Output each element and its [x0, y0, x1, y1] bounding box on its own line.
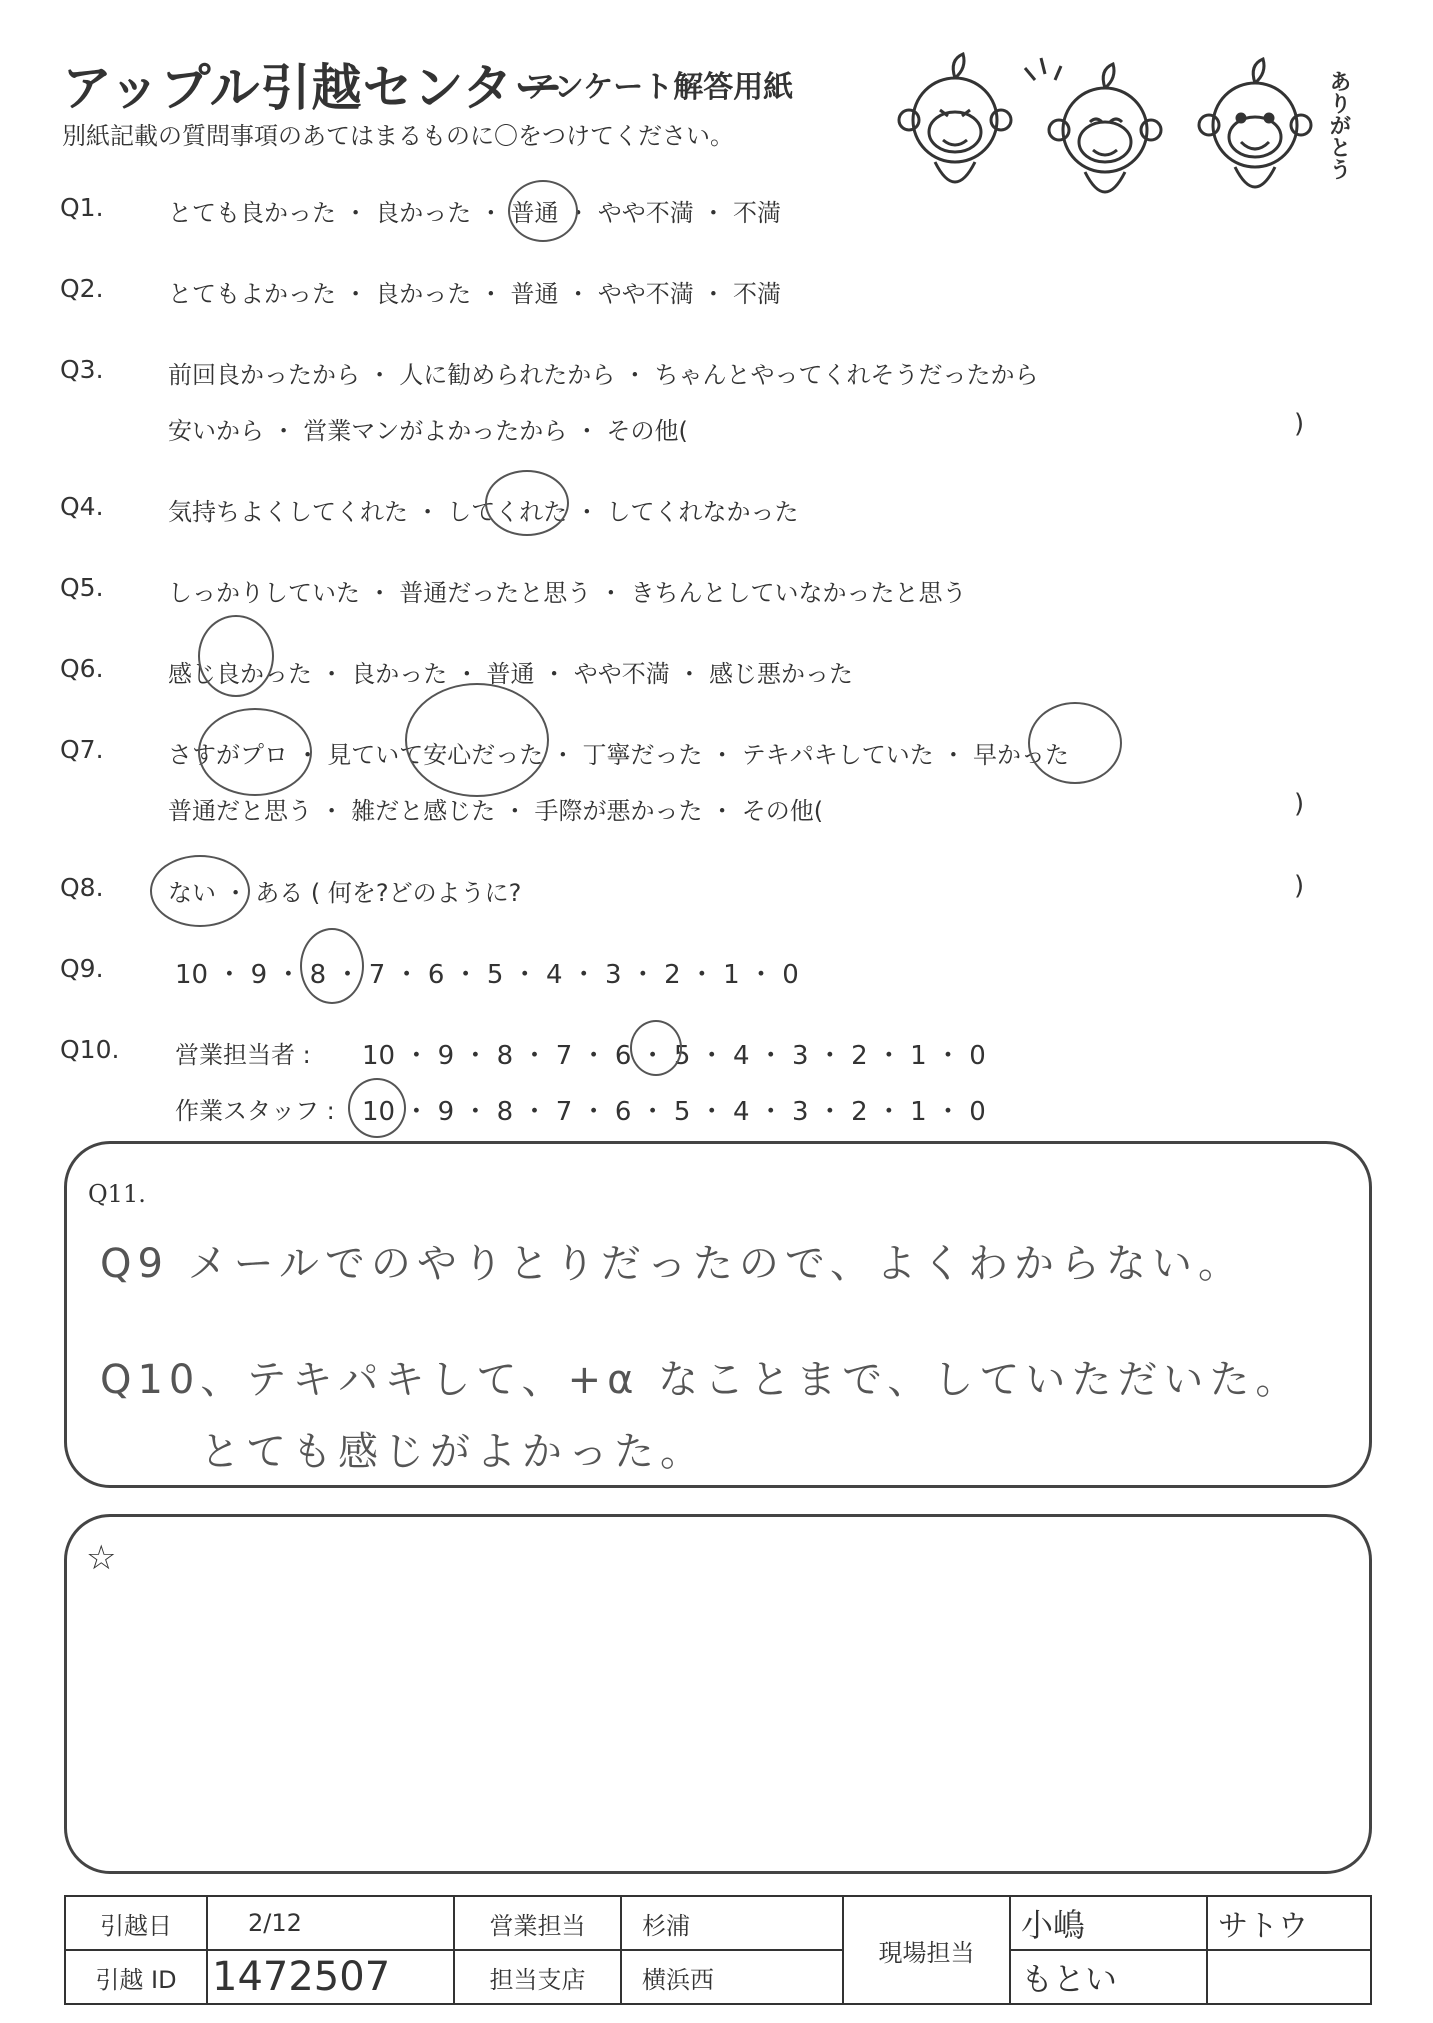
- q9-scale: 10 ・ 9 ・ 8 ・ 7 ・ 6 ・ 5 ・ 4 ・ 3 ・ 2 ・ 1 ・ 0: [175, 960, 799, 990]
- sales-rep-label: 営業担当: [454, 1896, 621, 1950]
- q1-answer-circle: [508, 180, 578, 242]
- q5-label: Q5.: [60, 573, 104, 602]
- star-label: ☆: [86, 1538, 117, 1578]
- q10-staff-answer-circle: [348, 1078, 406, 1138]
- q7-options-line2: 普通だと思う ・ 雑だと感じた ・ 手際が悪かった ・ その他(: [168, 797, 824, 825]
- q8-options: ない ・ ある ( 何を?どのように?: [168, 879, 522, 907]
- field-rep-value-1: 小嶋: [1010, 1896, 1207, 1950]
- monkey-mascots-icon: [895, 40, 1345, 230]
- q6-answer-circle: [198, 615, 274, 697]
- move-id-label: 引越 ID: [65, 1950, 207, 2004]
- survey-subtitle: アンケート解答用紙: [525, 70, 794, 105]
- move-id-value: 1472507: [207, 1950, 454, 2004]
- move-date-label: 引越日: [65, 1896, 207, 1950]
- q1-label: Q1.: [60, 193, 104, 222]
- sales-rep-value: 杉浦: [621, 1896, 843, 1950]
- q7-close-paren: ): [1294, 789, 1305, 819]
- move-date-value: 2/12: [207, 1896, 454, 1950]
- q4-options: 気持ちよくしてくれた ・ してくれた ・ してくれなかった: [168, 498, 799, 526]
- q10-label: Q10.: [60, 1035, 120, 1064]
- q11-comment-line3: とても感じがよかった。: [200, 1429, 706, 1475]
- q7-answer-circle-anshin: [405, 683, 549, 797]
- q10-sales-scale: 10 ・ 9 ・ 8 ・ 7 ・ 6 ・ 5 ・ 4 ・ 3 ・ 2 ・ 1 ・ 0: [362, 1041, 986, 1071]
- q8-label: Q8.: [60, 873, 104, 902]
- q6-options: 感じ良かった ・ 良かった ・ 普通 ・ やや不満 ・ 感じ悪かった: [168, 660, 854, 688]
- q6-label: Q6.: [60, 654, 104, 683]
- q9-label: Q9.: [60, 954, 104, 983]
- q10-sales-label: 営業担当者 :: [175, 1041, 311, 1069]
- additional-comment-box: [64, 1514, 1372, 1874]
- monkey-mascots-illustration: [895, 40, 1351, 230]
- survey-instruction: 別紙記載の質問事項のあてはまるものに〇をつけてください。: [62, 122, 734, 150]
- q7-answer-circle-pro: [198, 708, 312, 796]
- field-rep-value-3: もとい: [1010, 1950, 1207, 2004]
- q8-close-paren: ): [1294, 871, 1305, 901]
- q7-label: Q7.: [60, 735, 104, 764]
- q4-label: Q4.: [60, 492, 104, 521]
- q2-label: Q2.: [60, 274, 104, 303]
- q2-options: とてもよかった ・ 良かった ・ 普通 ・ やや不満 ・ 不満: [168, 280, 782, 308]
- survey-title: アップル引越センター: [62, 59, 565, 117]
- branch-label: 担当支店: [454, 1950, 621, 2004]
- q7-options-line1: さすがプロ ・ 見ていて安心だった ・ 丁寧だった ・ テキパキしていた ・ 早かった: [168, 741, 1070, 769]
- q1-options: とても良かった ・ 良かった ・ 普通 ・ やや不満 ・ 不満: [168, 199, 782, 227]
- field-rep-label: 現場担当: [843, 1896, 1010, 2004]
- footer-info-table: [64, 1895, 1372, 2005]
- field-rep-value-2: サトウ: [1207, 1896, 1371, 1950]
- q10-staff-scale: 10 ・ 9 ・ 8 ・ 7 ・ 6 ・ 5 ・ 4 ・ 3 ・ 2 ・ 1 ・ 0: [362, 1097, 986, 1127]
- q10-staff-label: 作業スタッフ :: [175, 1097, 335, 1125]
- q3-label: Q3.: [60, 355, 104, 384]
- q11-comment-line1: Q9 メールでのやりとりだったので、よくわからない。: [100, 1241, 1245, 1287]
- q3-options-line1: 前回良かったから ・ 人に勧められたから ・ ちゃんとやってくれそうだったから: [168, 361, 1039, 389]
- q8-answer-circle: [150, 855, 250, 927]
- q10-sales-answer-circle: [630, 1020, 682, 1076]
- thanks-text: ありがとう: [1326, 70, 1351, 180]
- q3-close-paren: ): [1294, 409, 1305, 439]
- q4-answer-circle: [485, 470, 569, 536]
- field-rep-empty-cell: [1207, 1950, 1371, 2004]
- q9-answer-circle: [300, 928, 364, 1004]
- q3-options-line2: 安いから ・ 営業マンがよかったから ・ その他(: [168, 417, 688, 445]
- q7-answer-circle-hayakatta: [1028, 702, 1122, 784]
- branch-value: 横浜西: [621, 1950, 843, 2004]
- q11-label: Q11.: [88, 1180, 146, 1208]
- q5-options: しっかりしていた ・ 普通だったと思う ・ きちんとしていなかったと思う: [168, 579, 967, 607]
- q11-comment-line2: Q10、テキパキして、+α なことまで、していただいた。: [100, 1357, 1302, 1403]
